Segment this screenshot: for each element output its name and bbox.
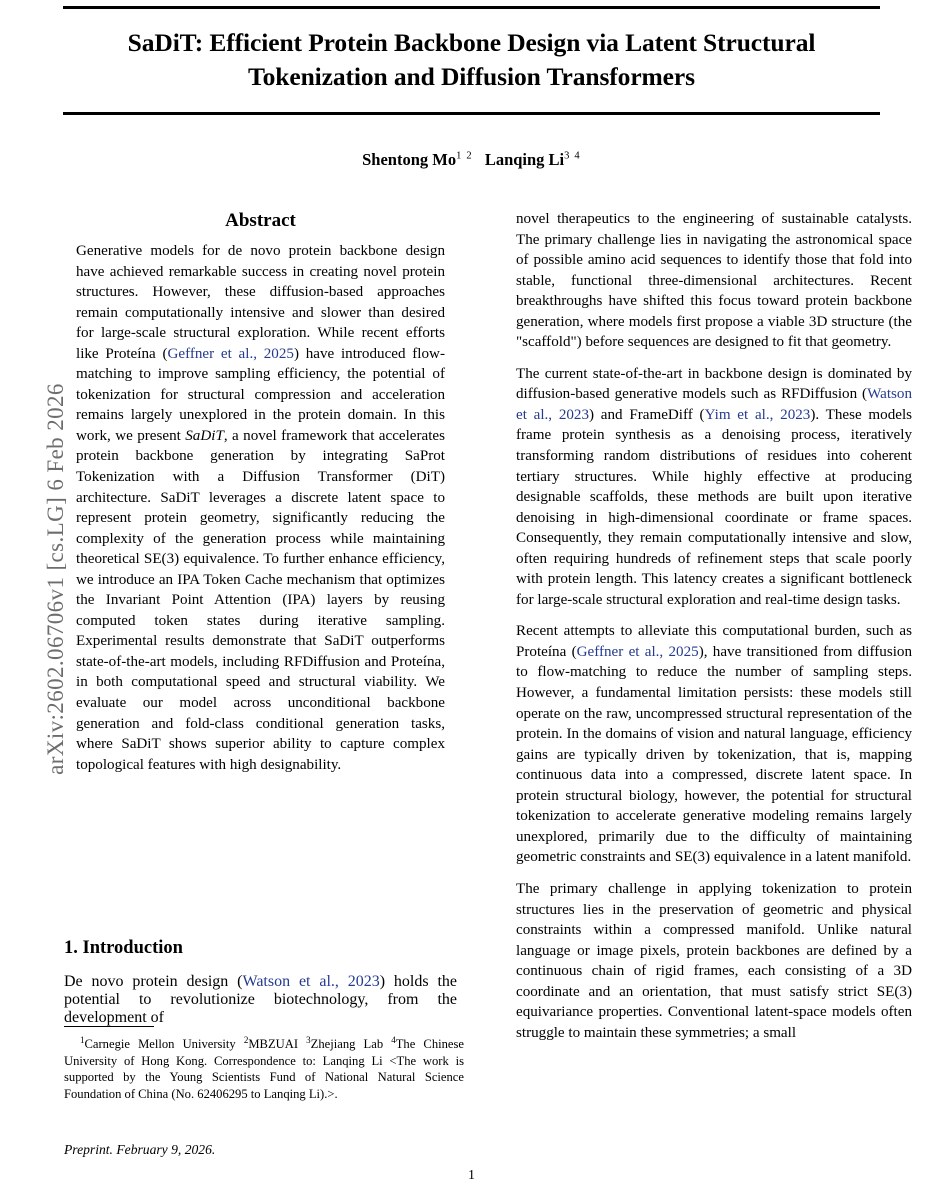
right-paragraph-3: [516, 621, 912, 868]
author-list: [63, 150, 880, 170]
page-number-value: 1: [468, 1168, 475, 1183]
intro-text-1: De novo protein design (: [64, 973, 243, 990]
right-paragraph-1: novel therapeutics to the engineering of sustainable catalysts. The primary challenge lies in navigating the astronomical space of possible amino acid sequences to identify those that fold into stable, functional three-dimensional architectures. Recent breakthroughs have shifted this focus toward protein backbone generation, where models first propose a viable 3D structure (the "scaffold") before sequences are designed to fit that geometry.: [516, 211, 912, 351]
footnote-marker-4: 4: [391, 1035, 396, 1045]
abstract-body: [64, 241, 457, 775]
author-affiliation-marker-2: 3 4: [564, 150, 581, 162]
footnote-marker-3: 3: [306, 1035, 311, 1045]
right-paragraph-4: The primary challenge in applying tokenization to protein structures lies in the preservation of geometric and physical constraints within a compressed manifold. Unlike natural language or image pixels, protein backbones are defined by a continuous chain of rigid frames, each consisting of a 3D coordinate and an orientation, that must satisfy strict SE(3) equivariance properties. Conventional latent-space models often struggle to maintain these symmetries; a small: [516, 880, 912, 1041]
top-horizontal-rule: [63, 6, 880, 9]
intro-text-2: ) holds the potential to revolutionize biotechnology, from the development of: [64, 973, 458, 1026]
preprint-notice: Preprint. February 9, 2026.: [64, 1142, 216, 1157]
page-number: [0, 1168, 941, 1184]
footnote-separator-rule: [64, 1026, 154, 1027]
citation-yim-2023[interactable]: Yim et al., 2023: [704, 406, 811, 423]
page-title: SaDiT: Efficient Protein Backbone Design via Latent Structural Tokenization and Diffusion Transformers: [127, 28, 816, 91]
footnote-marker-2: 2: [243, 1035, 249, 1045]
abstract-text-1: Generative models for de novo protein backbone design have achieved remarkable success in creating novel protein structures. However, these diffusion-based approaches remain computationally intensive and slower than desired for large-scale structural exploration. While recent efforts like Proteína (: [76, 243, 445, 362]
footnote-text-3: Zhejiang Lab: [310, 1037, 392, 1052]
rp3-text-2: ), have transitioned from diffusion to flow-matching to reduce the number of sampling steps. However, a fundamental limitation persists: these models still operate on the raw, uncompressed structural representation of the protein. In the domains of vision and natural language, efficiency gains are typically driven by tokenization, that is, mapping continuous data into a compressed, discrete latent space. In protein structural biology, however, the potential for structural tokenization to accelerate generative modeling remains largely unexplored, primarily due to the difficulty of maintaining geometric constraints and SE(3) equivalence in a latent manifold.: [516, 643, 912, 866]
author-name-2: Lanqing Li: [484, 150, 565, 169]
footnote-text-4: The Chinese University of Hong Kong. Correspondence to: Lanqing Li <The work is supported by the Young Scientists Fund of National Natural Science Foundation of China (No. 62406295 to Lanqing Li).>.: [64, 1037, 465, 1101]
rp3-text-1: Recent attempts to alleviate this computational burden, such as Proteína (: [516, 623, 912, 660]
right-column: [516, 209, 912, 1054]
citation-geffner-2025-right[interactable]: Geffner et al., 2025: [576, 643, 699, 660]
rp2-text-3: ). These models frame protein synthesis as a denoising process, iteratively transforming random distributions of residues into coherent tertiary structures. While highly effective at producing designable scaffolds, these methods are built upon iterative denoising in high-dimensional coordinate or frame spaces. Consequently, they remain computationally intensive and slow, often requiring hundreds of refinement steps that scale poorly with protein length. This latency creates a significant bottleneck for large-scale structural exploration and real-time design tasks.: [516, 406, 913, 608]
author-affiliation-marker-1: 1 2: [456, 150, 473, 162]
title-underline-rule: [63, 112, 880, 115]
citation-geffner-2025[interactable]: Geffner et al., 2025: [167, 345, 294, 362]
abstract-emphasis-sadit: SaDiT: [185, 427, 224, 444]
right-paragraph-2: [516, 364, 912, 611]
footnote-marker-1: 1: [80, 1035, 85, 1045]
author-name-1: Shentong Mo: [362, 150, 457, 169]
citation-watson-2023-right[interactable]: Watson et al., 2023: [516, 386, 912, 423]
introduction-heading: 1. Introduction: [64, 938, 183, 958]
rp2-text-2: ) and FrameDiff (: [589, 406, 705, 423]
left-column: [64, 209, 457, 786]
introduction-paragraph-1: [64, 973, 457, 1027]
footnote-text-1: Carnegie Mellon University: [84, 1037, 244, 1052]
rp2-text-1: The current state-of-the-art in backbone design is dominated by diffusion-based generative models such as RFDiffusion (: [516, 365, 912, 403]
footnote-text-2: MBZUAI: [248, 1037, 307, 1052]
abstract-heading: Abstract: [225, 210, 296, 231]
abstract-text-3: , a novel framework that accelerates protein backbone generation by integrating SaProt Tokenization with a Diffusion Transformer (DiT) architecture. SaDiT leverages a discrete latent space to represent protein geometry, significantly reducing the complexity of the generation process while maintaining theoretical SE(3) equivalence. To further enhance efficiency, we introduce an IPA Token Cache mechanism that optimizes the Invariant Point Attention (IPA) layers by reusing computed token states during iterative sampling. Experimental results demonstrate that SaDiT outperforms state-of-the-art models, including RFDiffusion and Proteína, in both computational speed and structural viability. We evaluate our model across unconditional backbone generation and fold-class conditional generation tasks, where SaDiT shows superior ability to capture complex topological features with high designability.: [76, 427, 445, 773]
footnote-affiliations: [64, 1032, 464, 1103]
abstract-text-2: ) have introduced flow-matching to improve sampling efficiency, the potential of tokenization for structural compression and acceleration remains largely unexplored in the protein domain. In this work, we present: [76, 345, 445, 444]
arxiv-identifier-stamp: arXiv:2602.06706v1 [cs.LG] 6 Feb 2026: [43, 383, 68, 775]
citation-watson-2023[interactable]: Watson et al., 2023: [242, 973, 380, 990]
introduction-section: [64, 936, 457, 1027]
abstract-paragraph: [76, 241, 445, 775]
